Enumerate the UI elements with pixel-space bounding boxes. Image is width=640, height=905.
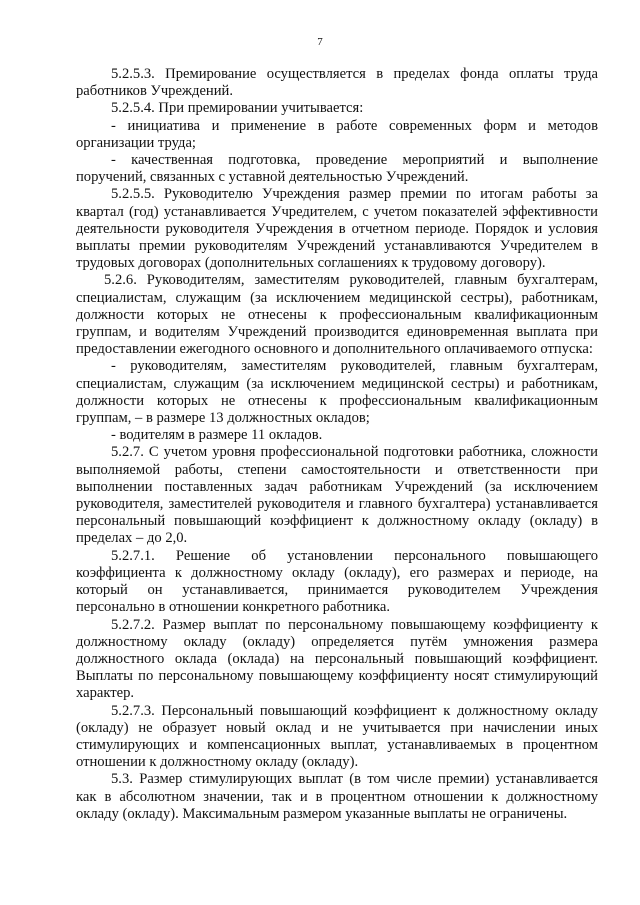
paragraph-5-2-6: 5.2.6. Руководителям, заместителям руководителей, главным бухгалтерам, специалистам, служащим (за исключением медицинской сестры), работникам, должности которых не отнесены к профессиональным квалификационным группам, и водителям Учреждений производится единовременная выплата при предоставлении ежегодного основного и дополнительного оплачиваемого отпуска:	[76, 272, 598, 358]
paragraph-drivers-payment: - водителям в размере 11 окладов.	[111, 427, 323, 444]
paragraph-5-2-7-3: 5.2.7.3. Персональный повышающий коэффициент к должностному окладу (окладу) не образует новый оклад и не учитывается при начислении иных стимулирующих и компенсационных выплат, устанавливаемых в процентном отношении к должностному окладу (окладу).	[76, 702, 598, 771]
document-body	[76, 66, 598, 823]
paragraph-5-2-5-5: 5.2.5.5. Руководителю Учреждения размер премии по итогам работы за квартал (год) устанавливается Учредителем, с учетом показателей эффективности деятельности руководителя Учреждения в отчетном периоде. Порядок и условия выплаты премии руководителям Учреждений устанавливаются Учредителем в трудовых договорах (дополнительных соглашениях к трудовому договору).	[76, 186, 598, 272]
paragraph-managers-payment: - руководителям, заместителям руководителей, главным бухгалтерам, специалистам, служащим (за исключением медицинской сестры) и работникам, должности которых не отнесены к профессиональным квалификационным группам, – в размере 13 должностных окладов;	[76, 358, 598, 427]
paragraph-5-2-5-4: 5.2.5.4. При премировании учитывается:	[111, 100, 364, 117]
paragraph-5-2-7: 5.2.7. С учетом уровня профессиональной подготовки работника, сложности выполняемой работы, степени самостоятельности и ответственности при выполнении поставленных задач работникам Учреждений (за исключением руководителя, заместителей руководителя и главного бухгалтера) устанавливается персональный повышающий коэффициент к должностному окладу (окладу) в пределах – до 2,0.	[76, 444, 598, 547]
paragraph-initiative: - инициатива и применение в работе современных форм и методов организации труда;	[76, 117, 598, 151]
paragraph-quality: - качественная подготовка, проведение мероприятий и выполнение поручений, связанных с уставной деятельностью Учреждений.	[76, 152, 598, 186]
paragraph-5-2-7-2: 5.2.7.2. Размер выплат по персональному повышающему коэффициенту к должностному окладу (окладу) определяется путём умножения размера должностного оклада (оклада) на персональный повышающий коэффициент. Выплаты по персональному повышающему коэффициенту носят стимулирующий характер.	[76, 616, 598, 702]
paragraph-5-3: 5.3. Размер стимулирующих выплат (в том числе премии) устанавливается как в абсолютном значении, так и в процентном отношении к должностному окладу (окладу). Максимальным размером указанные выплаты не ограничены.	[76, 771, 598, 822]
paragraph-5-2-7-1: 5.2.7.1. Решение об установлении персонального повышающего коэффициента к должностному окладу (окладу), его размерах и периоде, на который он устанавливается, принимается руководителем Учреждения персонально в отношении конкретного работника.	[76, 547, 598, 616]
page-number: 7	[317, 36, 323, 48]
paragraph-5-2-5-3: 5.2.5.3. Премирование осуществляется в пределах фонда оплаты труда работников Учреждений.	[76, 66, 598, 100]
